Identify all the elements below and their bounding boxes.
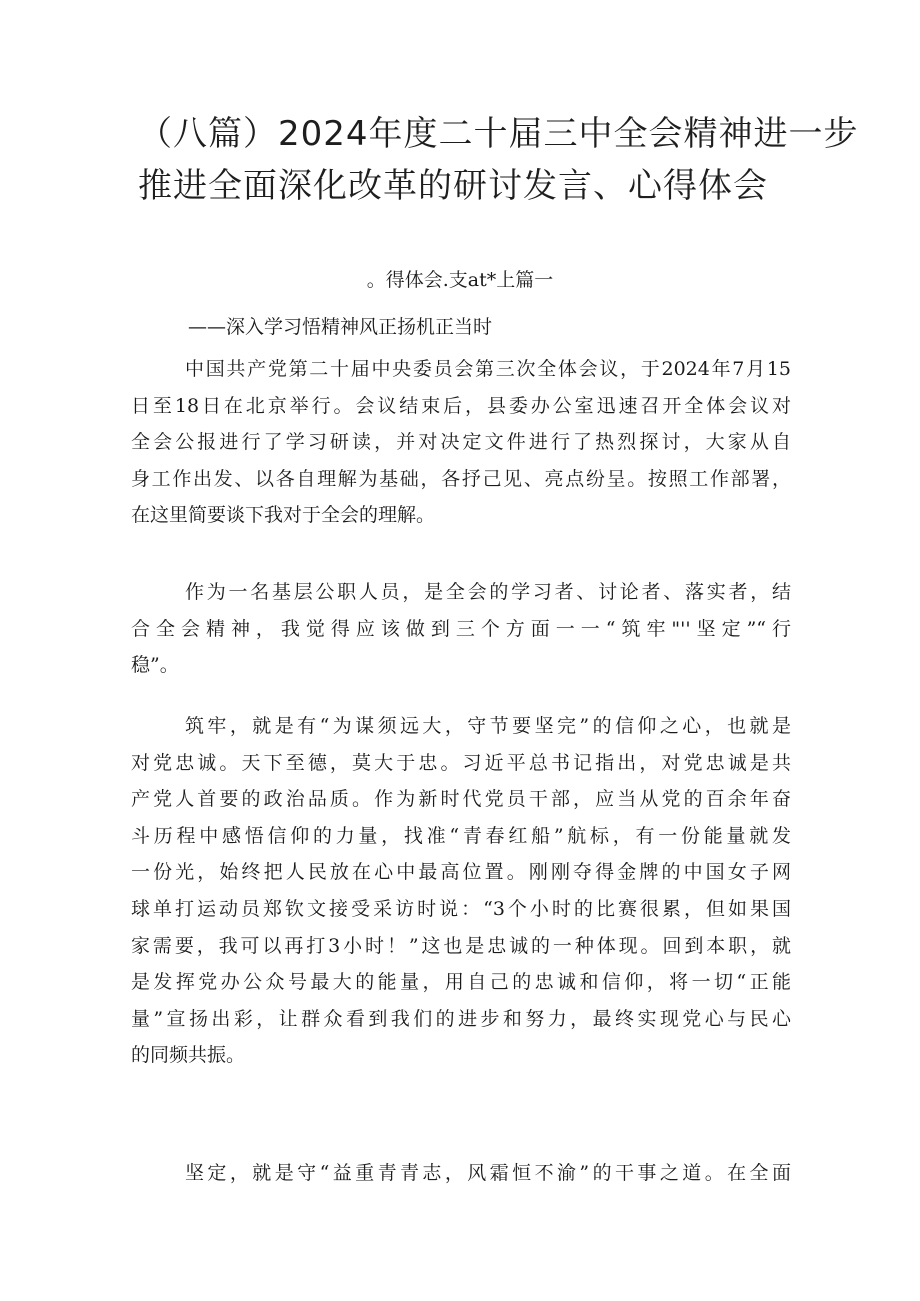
- paragraph-line: 合全会精神，我觉得应该做到三个方面一一“筑牢"''坚定”“行: [131, 617, 791, 640]
- paragraph-line: 球单打运动员郑钦文接受采访时说：“3个小时的比赛很累，但如果国: [131, 897, 791, 920]
- paragraph-line: 量”宣扬出彩，让群众看到我们的进步和努力，最终实现党心与民心: [131, 1007, 791, 1030]
- paragraph-line: 日至18日在北京举行。会议结束后，县委办公室迅速召开全体会议对: [131, 394, 791, 417]
- sub-heading: ——深入学习悟精神风正扬机正当时: [188, 316, 493, 338]
- paragraph-2: [131, 574, 791, 684]
- paragraph-line: 斗历程中感悟信仰的力量，找准“青春红船”航标，有一份能量就发: [131, 824, 791, 847]
- title-line: 推进全面深化改革的研讨发言、心得体会: [138, 166, 768, 206]
- paragraph-line: 在这里简要谈下我对于全会的理解。: [131, 504, 436, 527]
- paragraph-line: 是发挥党办公众号最大的能量，用自己的忠诚和信仰，将一切“正能: [131, 971, 791, 994]
- paragraph-line: 身工作出发、以各自理解为基础，各抒己见、亮点纷呈。按照工作部署，: [131, 467, 791, 490]
- paragraph-line: 对党忠诚。天下至德，莫大于忠。习近平总书记指出，对党忠诚是共: [131, 751, 791, 774]
- paragraph-line: 全会公报进行了学习研读，并对决定文件进行了热烈探讨，大家从自: [131, 431, 791, 454]
- paragraph-3: [131, 708, 791, 1074]
- paragraph-line: 筑牢，就是有“为谋须远大，守节要坚完”的信仰之心，也就是: [185, 715, 791, 737]
- paragraph-4: [131, 1155, 791, 1192]
- paragraph-line: 中国共产党第二十届中央委员会第三次全体会议，于2024年7月15: [185, 358, 791, 380]
- title-line: （八篇）2024年度二十届三中全会精神进一步: [138, 114, 859, 154]
- paragraph-1: [131, 351, 791, 534]
- paragraph-line: 稳”。: [131, 654, 179, 677]
- paragraph-line: 一份光，始终把人民放在心中最高位置。刚刚夺得金牌的中国女子网: [131, 861, 791, 884]
- paragraph-line: 坚定，就是守“益重青青志，风霜恒不渝”的干事之道。在全面: [185, 1162, 791, 1184]
- paragraph-line: 的同频共振。: [131, 1044, 246, 1067]
- paragraph-line: 作为一名基层公职人员，是全会的学习者、讨论者、落实者，结: [185, 581, 791, 603]
- section-heading: 。得体会.支at*上篇一: [366, 269, 554, 291]
- paragraph-line: 产党人首要的政治品质。作为新时代党员干部，应当从党的百余年奋: [131, 788, 791, 811]
- paragraph-line: 家需要，我可以再打3小时！”这也是忠诚的一种体现。回到本职，就: [131, 934, 791, 957]
- document-title: [138, 108, 859, 212]
